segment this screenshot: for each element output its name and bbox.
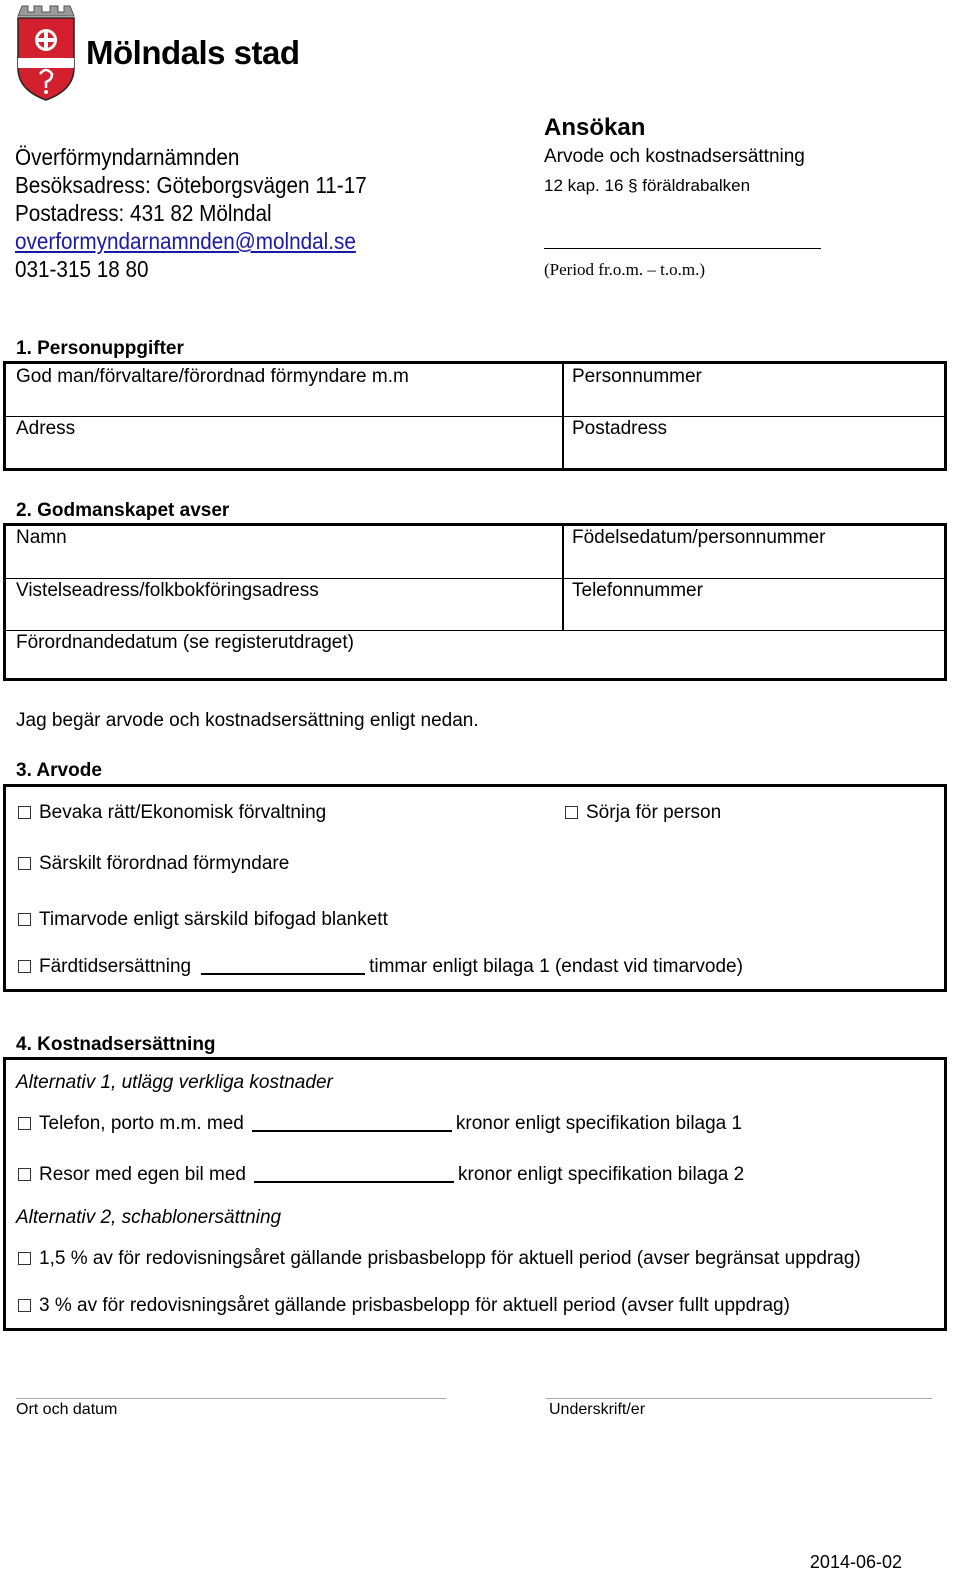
address-field[interactable]: Adress xyxy=(16,418,76,439)
section-2-heading: 2. Godmanskapet avser xyxy=(16,500,230,521)
personal-number-field[interactable]: Personnummer xyxy=(572,366,702,387)
checkbox[interactable] xyxy=(18,806,31,819)
travel-time-option[interactable]: Färdtidsersättning timmar enligt bilaga 1 (endast vid timarvode) xyxy=(18,956,743,978)
flat-rate-limited-option[interactable]: 1,5 % av för redovisningsåret gällande prisbasbelopp för aktuell period (avser begränsat uppdrag) xyxy=(18,1248,861,1270)
checkbox[interactable] xyxy=(18,1252,31,1265)
logo-text: Mölndals stad xyxy=(86,34,300,71)
signature-line[interactable] xyxy=(546,1398,932,1399)
alternative-2-title: Alternativ 2, schablonersättning xyxy=(16,1207,282,1228)
checkbox[interactable] xyxy=(565,806,578,819)
checkbox[interactable] xyxy=(18,913,31,926)
appointment-date-field[interactable]: Förordnandedatum (se registerutdraget) xyxy=(16,632,354,653)
section-3-heading: 3. Arvode xyxy=(16,760,102,781)
period-input-line[interactable] xyxy=(544,248,821,249)
document-date: 2014-06-02 xyxy=(809,1552,902,1572)
place-date-line[interactable] xyxy=(16,1398,446,1399)
email-row xyxy=(15,228,356,255)
phone-field[interactable]: Telefonnummer xyxy=(572,580,703,601)
checkbox[interactable] xyxy=(18,857,31,870)
travel-amount-input[interactable] xyxy=(254,1165,454,1183)
postal-address-field[interactable]: Postadress xyxy=(572,418,668,439)
flat-rate-full-option[interactable]: 3 % av för redovisningsåret gällande prisbasbelopp för aktuell period (avser fullt uppdrag) xyxy=(18,1295,790,1317)
visit-address: Besöksadress: Göteborgsvägen 11-17 xyxy=(15,172,367,198)
checkbox[interactable] xyxy=(18,1168,31,1181)
phone-cost-option[interactable]: Telefon, porto m.m. med kronor enligt specifikation bilaga 1 xyxy=(18,1113,742,1135)
section-1-heading: 1. Personuppgifter xyxy=(16,338,184,359)
signature-label: Underskrift/er xyxy=(549,1401,646,1418)
application-subtitle: Arvode och kostnadsersättning xyxy=(544,146,805,167)
checkbox[interactable] xyxy=(18,1299,31,1312)
guardian-field[interactable]: God man/förvaltare/förordnad förmyndare m.m xyxy=(16,366,409,387)
name-field[interactable]: Namn xyxy=(16,527,67,548)
period-label: (Period fr.o.m. – t.o.m.) xyxy=(544,260,706,279)
city-crest-icon xyxy=(14,2,78,102)
application-title: Ansökan xyxy=(544,114,646,141)
checkbox[interactable] xyxy=(18,1117,31,1130)
place-date-label: Ort och datum xyxy=(16,1401,118,1418)
special-guardian-option[interactable]: Särskilt förordnad förmyndare xyxy=(18,853,289,875)
hourly-fee-option[interactable]: Timarvode enligt särskild bifogad blankett xyxy=(18,909,388,931)
birth-date-field[interactable]: Födelsedatum/personnummer xyxy=(572,527,826,548)
travel-hours-input[interactable] xyxy=(201,957,365,975)
phone-number: 031-315 18 80 xyxy=(15,256,149,282)
email-link[interactable]: overformyndarnamnden@molndal.se xyxy=(15,228,356,254)
section-4-heading: 4. Kostnadsersättning xyxy=(16,1034,216,1055)
guard-rights-option[interactable]: Bevaka rätt/Ekonomisk förvaltning xyxy=(18,802,326,824)
checkbox[interactable] xyxy=(18,960,31,973)
org-name: Överförmyndarnämnden xyxy=(15,144,240,170)
postal-address: Postadress: 431 82 Mölndal xyxy=(15,200,272,226)
residence-address-field[interactable]: Vistelseadress/folkbokföringsadress xyxy=(16,580,319,601)
phone-amount-input[interactable] xyxy=(252,1114,452,1132)
travel-cost-option[interactable]: Resor med egen bil med kronor enligt specifikation bilaga 2 xyxy=(18,1164,744,1186)
request-text: Jag begär arvode och kostnadsersättning enligt nedan. xyxy=(16,710,479,731)
law-reference: 12 kap. 16 § föräldrabalken xyxy=(544,176,751,195)
care-person-option[interactable]: Sörja för person xyxy=(565,802,721,824)
section-4-box xyxy=(3,1057,947,1331)
alternative-1-title: Alternativ 1, utlägg verkliga kostnader xyxy=(16,1072,333,1093)
